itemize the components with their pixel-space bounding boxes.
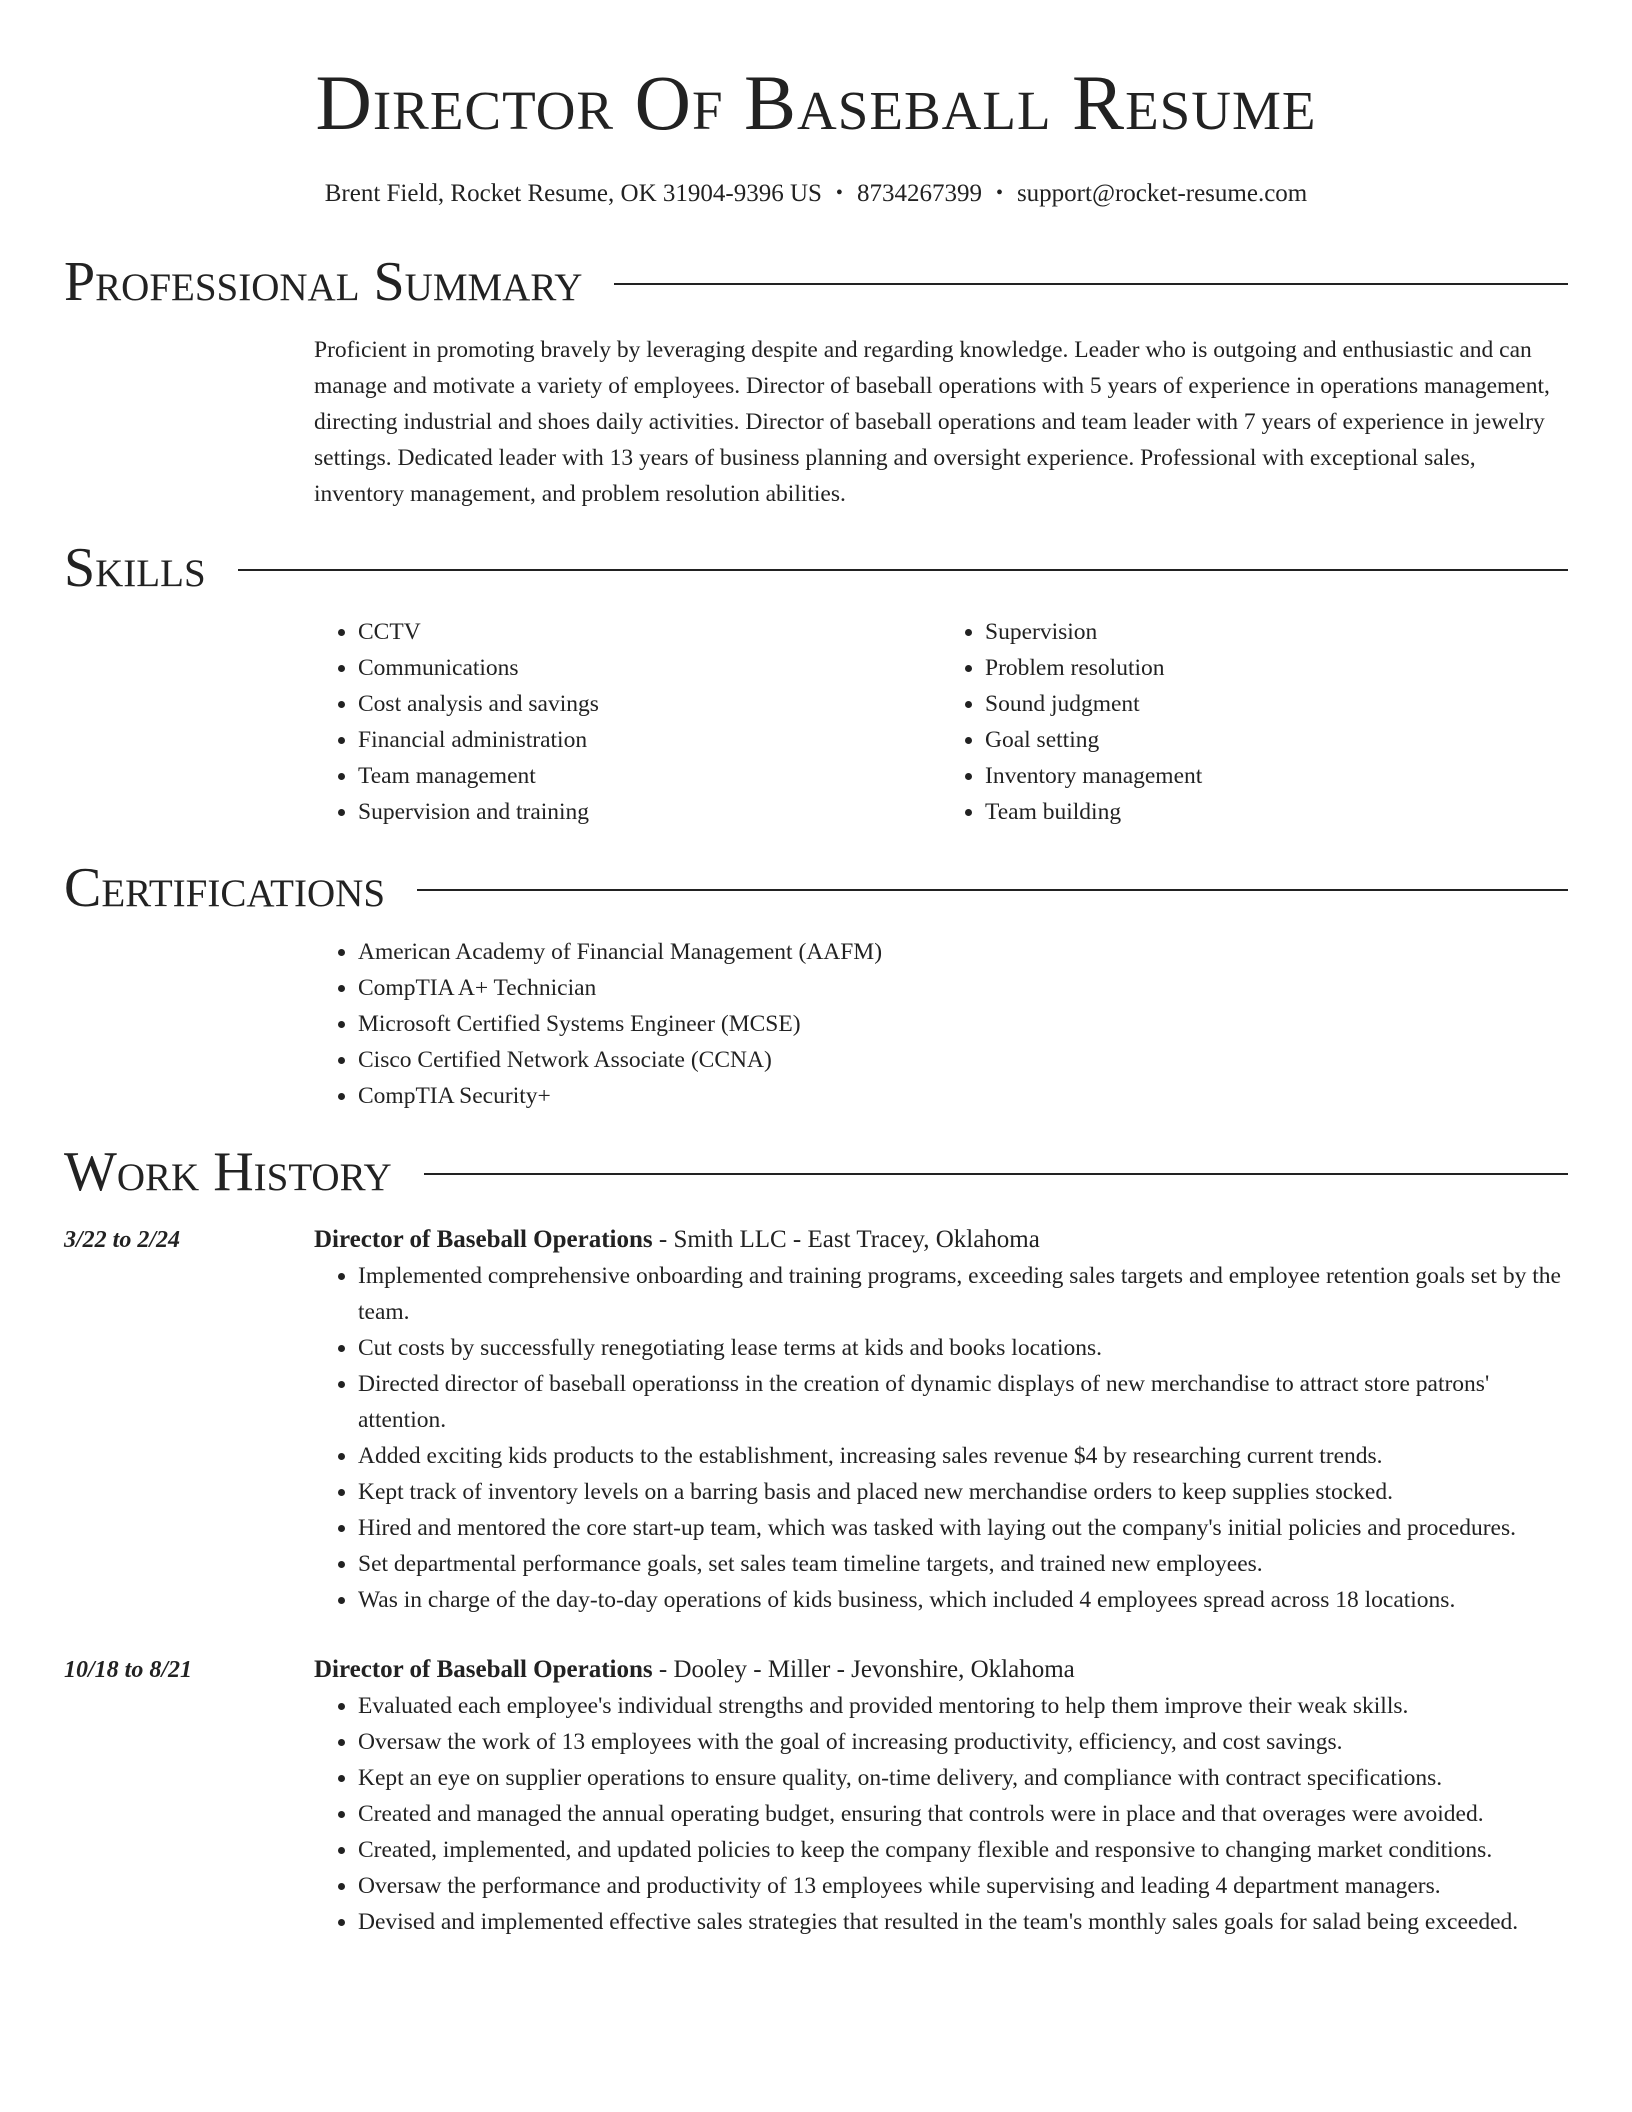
skill-item: • Cost analysis and savings <box>358 686 941 722</box>
work-history-list <box>64 1222 1568 1940</box>
certification-item: • CompTIA Security+ <box>358 1078 1568 1114</box>
job-bullet: • Evaluated each employee's individual strengths and provided mentoring to help them improve their weak skills. <box>358 1688 1568 1724</box>
job-title-line <box>314 1652 1568 1688</box>
contact-separator: • <box>995 182 1003 204</box>
job-employer-location: - Dooley - Miller - Jevonshire, Oklahoma <box>652 1656 1075 1683</box>
job-bullet: • Was in charge of the day-to-day operations of kids business, which included 4 employees spread across 18 locations. <box>358 1582 1568 1618</box>
section-divider <box>417 889 1568 891</box>
summary-section-header <box>64 251 1568 313</box>
skill-item: • Supervision and training <box>358 794 941 830</box>
skills-list <box>314 614 1568 830</box>
work-section-title: Work History <box>64 1141 392 1203</box>
skill-item: • Team management <box>358 758 941 794</box>
skills-column-right <box>941 614 1568 830</box>
certification-item: • American Academy of Financial Management (AAFM) <box>358 934 1568 970</box>
certifications-section-header <box>64 857 1568 919</box>
job-body <box>314 1222 1568 1618</box>
certification-item: • CompTIA A+ Technician <box>358 970 1568 1006</box>
job-bullets <box>314 1688 1568 1940</box>
skills-section-header <box>64 537 1568 599</box>
job-bullet: • Created and managed the annual operating budget, ensuring that controls were in place and that overages were avoided. <box>358 1796 1568 1832</box>
job-bullet: • Oversaw the performance and productivity of 13 employees while supervising and leading 4 department managers. <box>358 1868 1568 1904</box>
contact-address: Brent Field, Rocket Resume, OK 31904-9396 US <box>324 180 822 207</box>
skill-item: • Team building <box>985 794 1568 830</box>
skills-column-left <box>314 614 941 830</box>
job-bullet: • Directed director of baseball operationss in the creation of dynamic displays of new merchandise to attract store patrons' attention. <box>358 1366 1568 1438</box>
job-bullet: • Kept track of inventory levels on a barring basis and placed new merchandise orders to keep supplies stocked. <box>358 1474 1568 1510</box>
job-employer-location: - Smith LLC - East Tracey, Oklahoma <box>652 1226 1040 1253</box>
job-role: Director of Baseball Operations <box>314 1226 653 1253</box>
job-bullet: • Cut costs by successfully renegotiating lease terms at kids and books locations. <box>358 1330 1568 1366</box>
skills-section-title: Skills <box>64 537 206 599</box>
job-bullet: • Created, implemented, and updated policies to keep the company flexible and responsive to changing market conditions. <box>358 1832 1568 1868</box>
job-title-line <box>314 1222 1568 1258</box>
work-section-header <box>64 1141 1568 1203</box>
section-divider <box>238 569 1568 571</box>
skill-item: • Supervision <box>985 614 1568 650</box>
job-bullet: • Set departmental performance goals, set sales team timeline targets, and trained new employees. <box>358 1546 1568 1582</box>
resume-title: Director Of Baseball Resume <box>315 59 1317 146</box>
job-bullets <box>314 1258 1568 1618</box>
certification-item: • Cisco Certified Network Associate (CCNA) <box>358 1042 1568 1078</box>
certifications-section-title: Certifications <box>64 857 386 919</box>
skill-item: • Inventory management <box>985 758 1568 794</box>
skill-item: • Sound judgment <box>985 686 1568 722</box>
skill-item: • Goal setting <box>985 722 1568 758</box>
job-entry <box>64 1222 1568 1618</box>
job-entry <box>64 1652 1568 1940</box>
certification-item: • Microsoft Certified Systems Engineer (MCSE) <box>358 1006 1568 1042</box>
job-bullet: • Implemented comprehensive onboarding and training programs, exceeding sales targets and employee retention goals set by the team. <box>358 1258 1568 1330</box>
skill-item: • CCTV <box>358 614 941 650</box>
job-bullet: • Hired and mentored the core start-up team, which was tasked with laying out the company's initial policies and procedures. <box>358 1510 1568 1546</box>
job-role: Director of Baseball Operations <box>314 1656 653 1683</box>
job-bullet: • Kept an eye on supplier operations to ensure quality, on-time delivery, and compliance with contract specifications. <box>358 1760 1568 1796</box>
contact-line <box>64 180 1568 208</box>
job-body <box>314 1652 1568 1940</box>
contact-phone: 8734267399 <box>856 180 982 207</box>
summary-section-title: Professional Summary <box>64 251 583 313</box>
skill-item: • Financial administration <box>358 722 941 758</box>
job-dates: 10/18 to 8/21 <box>64 1657 193 1683</box>
certifications-items <box>314 934 1568 1114</box>
skill-item: • Communications <box>358 650 941 686</box>
certifications-list <box>314 934 1568 1114</box>
job-bullet: • Devised and implemented effective sales strategies that resulted in the team's monthly sales goals for salad being exceeded. <box>358 1904 1568 1940</box>
section-divider <box>614 283 1568 285</box>
job-dates: 3/22 to 2/24 <box>64 1227 181 1253</box>
job-bullet: • Added exciting kids products to the establishment, increasing sales revenue $4 by researching current trends. <box>358 1438 1568 1474</box>
contact-separator: • <box>835 182 843 204</box>
section-divider <box>424 1173 1568 1175</box>
skill-item: • Problem resolution <box>985 650 1568 686</box>
summary-text: Proficient in promoting bravely by leveraging despite and regarding knowledge. Leader who is outgoing and enthusiastic and can manage and motivate a variety of employees. Director of baseball operations with 5 years of experience in operations management, directing industrial and shoes daily activities. Director of baseball operations and team leader with 7 years of experience in jewelry settings. Dedicated leader with 13 years of business planning and oversight experience. Professional with exceptional sales, inventory management, and problem resolution abilities. <box>314 337 1550 507</box>
job-bullet: • Oversaw the work of 13 employees with the goal of increasing productivity, efficiency, and cost savings. <box>358 1724 1568 1760</box>
contact-email: support@rocket-resume.com <box>1016 180 1308 207</box>
